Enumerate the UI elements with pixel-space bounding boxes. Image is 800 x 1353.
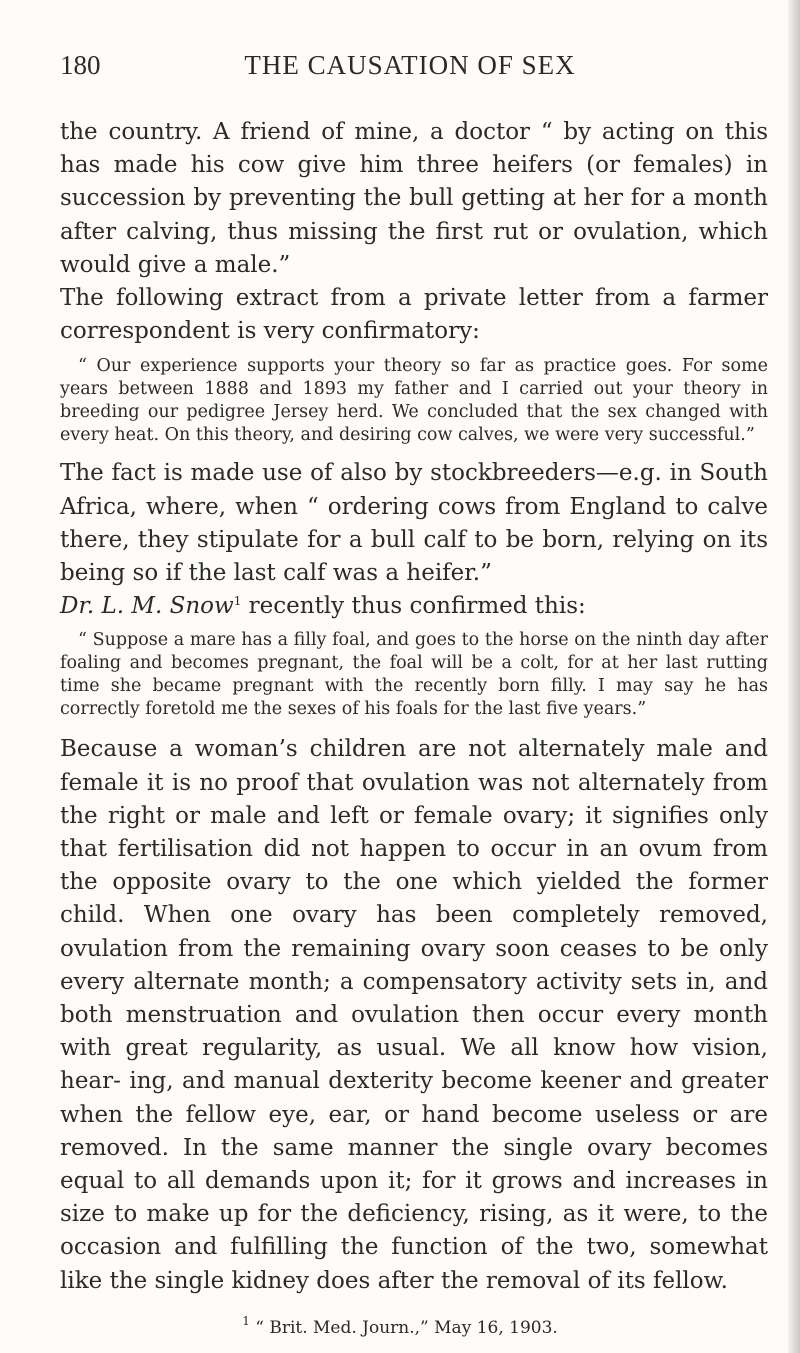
paragraph-2: The following extract from a private letter from a farmer correspondent is very confirmatory:	[60, 285, 768, 345]
footnote-marker: 1	[242, 1314, 250, 1328]
paragraph-4-text: recently thus confirmed this:	[241, 593, 586, 620]
author-name: Dr. L. M. Snow	[60, 593, 234, 620]
page-body	[60, 116, 768, 1298]
page-edge-shadow	[788, 0, 800, 1353]
footnote-ref[interactable]: 1	[233, 594, 242, 609]
quote-farmer-letter: “ Our experience supports your theory so far as practice goes. For some years between 1888 and 1893 my father and I carried out your theory in breeding our pedigree Jersey herd. We concluded that the sex changed with every heat. On this theory, and desiring cow calves, we were very successful.”	[60, 356, 768, 446]
paragraph-3: The fact is made use of also by stockbreeders—e.g. in South Africa, where, when “ ordering cows from England to calve there, they stipulate for a bull calf to be born, relying on its being so if the last calf was a heifer.”	[60, 460, 768, 587]
running-title: THE CAUSATION OF SEX	[244, 50, 576, 80]
page-number: 180	[60, 50, 101, 80]
paragraph-1: the country. A friend of mine, a doctor “ by acting on this has made his cow give him three heifers (or females) in succession by preventing the bull getting at her for a month after calving, thus missing the first rut or ovulation, which would give a male.”	[60, 119, 768, 278]
page-header	[60, 42, 760, 82]
footnote	[0, 1314, 800, 1338]
footnote-text: “ Brit. Med. Journ.,” May 16, 1903.	[249, 1318, 558, 1338]
quote-snow: “ Suppose a mare has a filly foal, and goes to the horse on the ninth day after foaling and becomes pregnant, the foal will be a colt, for at her last rutting time she became pregnant with the recently born filly. I may say he has correctly foretold me the sexes of his foals for the last five years.”	[60, 630, 768, 720]
paragraph-5: Because a woman’s children are not alternately male and female it is no proof that ovulation was not alternately from the right or male and left or female ovary; it signifies only that fertilisation did not happen to occur in an ovum from the opposite ovary to the one which yielded the former child. When one ovary has been completely removed, ovulation from the remaining ovary soon ceases to be only every alternate month; a compensatory activity sets in, and both menstruation and ovulation then occur every month with great regularity, as usual. We all know how vision, hear- ing, and manual dexterity become keener and greater when the fellow eye, ear, or hand become useless or are removed. In the same manner the single ovary becomes equal to all demands upon it; for it grows and increases in size to make up for the deficiency, rising, as it were, to the occasion and fulfilling the function of the two, somewhat like the single kidney does after the removal of its fellow.	[60, 736, 768, 1294]
paragraph-4	[60, 590, 768, 623]
